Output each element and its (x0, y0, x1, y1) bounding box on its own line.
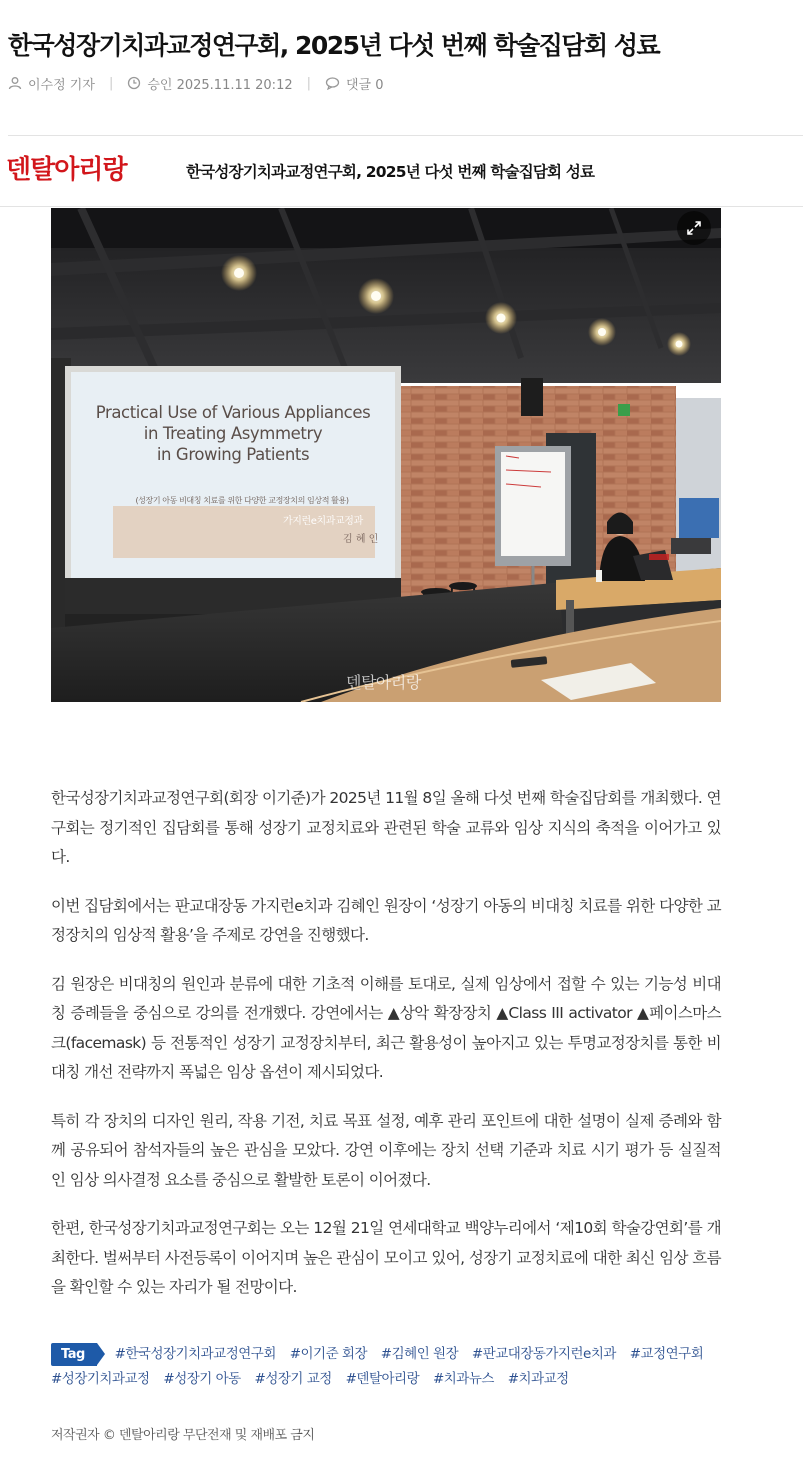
divider (8, 135, 803, 136)
tag-link[interactable]: #치과뉴스 (432, 1371, 494, 1387)
article-meta (8, 70, 384, 96)
byline (8, 74, 95, 93)
copyright-notice: 저작권자 © 덴탈아리랑 무단전재 및 재배포 금지 (51, 1428, 315, 1443)
expand-icon (686, 220, 702, 236)
tag-link[interactable]: #이기준 회장 (289, 1346, 367, 1362)
divider (0, 206, 803, 207)
expand-photo-button[interactable] (677, 211, 711, 245)
photo-watermark: 덴탈아리랑 (346, 673, 421, 692)
article-photo[interactable] (51, 208, 721, 702)
tag-link[interactable]: #한국성장기치과교정연구회 (114, 1346, 276, 1362)
site-logo[interactable]: 덴탈아리랑 (6, 155, 127, 185)
tag-link[interactable]: #판교대장동가지런e치과 (471, 1346, 616, 1362)
article-paragraph: 한편, 한국성장기치과교정연구회는 오는 12월 21일 연세대학교 백양누리에서 ‘제10회 학술강연회’를 개최한다. 벌써부터 사전등록이 이어지며 높은 관심이 모이고 있어, 성장기 교정치료에 대한 최신 임상 흐름을 확인할 수 있는 자리가 될 전망이다. (51, 1219, 721, 1296)
tag-link[interactable]: #치과교정 (507, 1371, 569, 1387)
article-title: 한국성장기치과교정연구회, 2025년 다섯 번째 학술집담회 성료 (8, 30, 660, 60)
author-name[interactable]: 이수정 기자 (28, 77, 95, 93)
clock-icon (127, 76, 141, 90)
slide-title-line: in Treating Asymmetry (143, 424, 323, 443)
user-icon (8, 76, 22, 90)
article-body (51, 784, 721, 1322)
article-paragraph: 이번 집담회에서는 판교대장동 가지런e치과 김혜인 원장이 ‘성장기 아동의 비대칭 치료를 위한 다양한 교정장치의 임상적 활용’을 주제로 강연을 진행했다. (51, 896, 721, 944)
slide-title-line: Practical Use of Various Appliances (95, 403, 371, 422)
tag-link[interactable]: #성장기 교정 (254, 1371, 332, 1387)
comment-count[interactable] (325, 74, 384, 93)
article-paragraph: 김 원장은 비대칭의 원인과 분류에 대한 기초적 이해를 토대로, 실제 임상에서 접할 수 있는 기능성 비대칭 증례들을 중심으로 강의를 전개했다. 강연에서는 ▲상악 확장장치 ▲Class III activator ▲페이스마스크(facemask) 등 전통적인 성장기 교정장치부터, 최근 활용성이 높아지고 있는 투명교정장치를 통한 비대칭 개선 전략까지 폭넓은 임상 옵션이 제시되었다. (51, 974, 721, 1081)
article-paragraph: 특히 각 장치의 디자인 원리, 작용 기전, 치료 목표 설정, 예후 관리 포인트에 대한 설명이 실제 증례와 함께 공유되어 참석자들의 높은 관심을 모았다. 강연 이후에는 장치 선택 기준과 치료 시기 평가 등 실질적인 임상 의사결정 요소를 중심으로 활발한 토론이 이어졌다. (51, 1111, 721, 1189)
tag-label: Tag (51, 1343, 97, 1366)
comment-icon (325, 76, 340, 90)
slide-speaker: 김 혜 인 (343, 534, 379, 545)
tag-link[interactable]: #교정연구회 (629, 1346, 704, 1362)
tag-link[interactable]: #성장기 아동 (163, 1371, 241, 1387)
meta-divider: | (108, 75, 114, 91)
tag-link[interactable]: #덴탈아리랑 (345, 1371, 420, 1387)
meta-divider: | (306, 75, 311, 91)
tag-link[interactable]: #성장기치과교정 (51, 1371, 150, 1387)
slide-subtitle: (성장기 아동 비대칭 치료를 위한 다양한 교정장치의 임상적 활용) (135, 496, 349, 505)
publish-date (127, 74, 292, 93)
article-paragraph: 한국성장기치과교정연구회(회장 이기준)가 2025년 11월 8일 올해 다섯 번째 학술집담회를 개최했다. 연구회는 정기적인 집담회를 통해 성장기 교정치료와 관련된 학술 교류와 임상 지식의 축적을 이어가고 있다. (51, 789, 721, 866)
tag-list (51, 1342, 771, 1392)
comment-count-text[interactable]: 댓글 0 (346, 77, 384, 93)
sticky-article-title: 한국성장기치과교정연구회, 2025년 다섯 번째 학술집담회 성료 (186, 163, 595, 181)
slide-title-line: in Growing Patients (156, 445, 310, 464)
publish-date-text: 승인 2025.11.11 20:12 (147, 77, 293, 93)
slide-title (71, 402, 395, 465)
tag-link[interactable]: #김혜인 원장 (380, 1346, 459, 1362)
slide-clinic-name: 가지런e치과교정과 (283, 516, 363, 527)
